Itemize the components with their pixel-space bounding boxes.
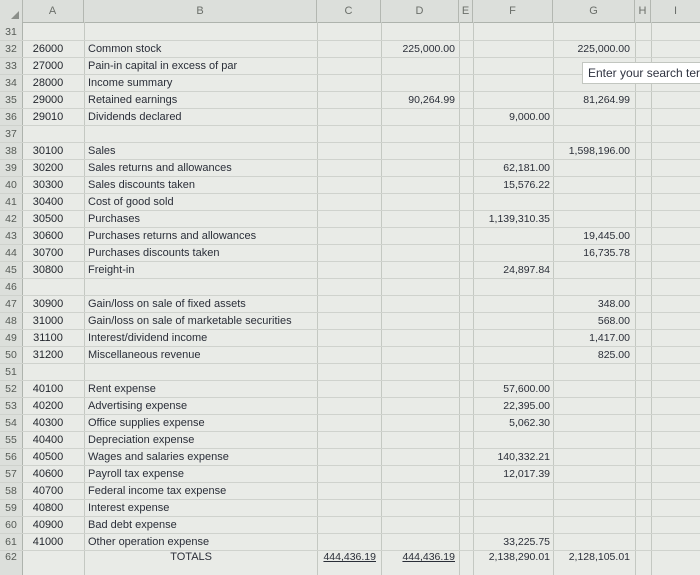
- account-number[interactable]: 41000: [32, 536, 64, 548]
- column-g-value[interactable]: 225,000.00: [577, 43, 630, 55]
- row-number[interactable]: 55: [5, 434, 17, 446]
- column-header-a[interactable]: A: [22, 0, 84, 22]
- account-number[interactable]: 30900: [32, 298, 64, 310]
- column-f-value[interactable]: 5,062.30: [509, 417, 550, 429]
- table-row[interactable]: [0, 24, 700, 41]
- search-box[interactable]: Enter your search ter: [582, 62, 700, 84]
- row-number[interactable]: 32: [5, 43, 17, 55]
- totals-column-f[interactable]: 2,138,290.01: [488, 551, 550, 563]
- account-number[interactable]: 40400: [32, 434, 64, 446]
- account-description[interactable]: Wages and salaries expense: [88, 451, 229, 463]
- row-number[interactable]: 47: [5, 298, 17, 310]
- select-all-triangle-icon: [11, 11, 19, 19]
- table-row[interactable]: [0, 381, 700, 398]
- table-row[interactable]: [0, 432, 700, 449]
- account-number[interactable]: 40100: [32, 383, 64, 395]
- column-header-e[interactable]: E: [459, 0, 473, 22]
- table-row[interactable]: [0, 483, 700, 500]
- row-number[interactable]: 50: [5, 349, 17, 361]
- account-number[interactable]: 28000: [32, 77, 64, 89]
- account-description[interactable]: Sales returns and allowances: [88, 162, 232, 174]
- column-g-value[interactable]: 19,445.00: [583, 230, 630, 242]
- column-f-value[interactable]: 57,600.00: [503, 383, 550, 395]
- account-description[interactable]: Purchases: [88, 213, 140, 225]
- table-row[interactable]: [0, 347, 700, 364]
- column-g-value[interactable]: 1,417.00: [589, 332, 630, 344]
- row-number[interactable]: 39: [5, 162, 17, 174]
- column-f-value[interactable]: 1,139,310.35: [488, 213, 550, 225]
- account-number[interactable]: 30300: [32, 179, 64, 191]
- account-description[interactable]: Rent expense: [88, 383, 156, 395]
- column-d-value[interactable]: 225,000.00: [402, 43, 455, 55]
- row-number[interactable]: 59: [5, 502, 17, 514]
- table-row[interactable]: [0, 143, 700, 160]
- account-number[interactable]: 40500: [32, 451, 64, 463]
- column-header-d[interactable]: D: [381, 0, 459, 22]
- table-row[interactable]: [0, 500, 700, 517]
- account-number[interactable]: 29000: [32, 94, 64, 106]
- row-number[interactable]: 48: [5, 315, 17, 327]
- account-number[interactable]: 30500: [32, 213, 64, 225]
- table-row[interactable]: [0, 313, 700, 330]
- row-number[interactable]: 31: [5, 26, 17, 38]
- row-number[interactable]: 42: [5, 213, 17, 225]
- row-number[interactable]: 61: [5, 536, 17, 548]
- account-number[interactable]: 30100: [32, 145, 64, 157]
- column-f-value[interactable]: 140,332.21: [497, 451, 550, 463]
- table-row[interactable]: [0, 109, 700, 126]
- table-row[interactable]: [0, 92, 700, 109]
- column-header-f[interactable]: F: [473, 0, 553, 22]
- account-number[interactable]: 29010: [32, 111, 64, 123]
- row-number[interactable]: 44: [5, 247, 17, 259]
- table-row[interactable]: [0, 466, 700, 483]
- account-number[interactable]: 31200: [32, 349, 64, 361]
- account-description[interactable]: Payroll tax expense: [88, 468, 184, 480]
- row-number[interactable]: 41: [5, 196, 17, 208]
- account-description[interactable]: Gain/loss on sale of marketable securities: [88, 315, 292, 327]
- totals-label[interactable]: TOTALS: [170, 551, 212, 563]
- totals-column-c[interactable]: 444,436.19: [323, 551, 376, 563]
- row-number[interactable]: 43: [5, 230, 17, 242]
- account-number[interactable]: 40800: [32, 502, 64, 514]
- select-all-corner[interactable]: [0, 0, 23, 22]
- column-f-value[interactable]: 24,897.84: [503, 264, 550, 276]
- table-row[interactable]: [0, 41, 700, 58]
- row-number[interactable]: 62: [5, 551, 17, 563]
- row-number[interactable]: 36: [5, 111, 17, 123]
- account-description[interactable]: Retained earnings: [88, 94, 178, 106]
- row-number[interactable]: 53: [5, 400, 17, 412]
- account-description[interactable]: Federal income tax expense: [88, 485, 227, 497]
- account-number[interactable]: 40600: [32, 468, 64, 480]
- account-description[interactable]: Bad debt expense: [88, 519, 177, 531]
- column-header-i[interactable]: I: [673, 5, 678, 17]
- column-header-bar: [0, 0, 700, 23]
- table-row[interactable]: [0, 211, 700, 228]
- column-header-g[interactable]: G: [553, 0, 635, 22]
- table-row[interactable]: [0, 160, 700, 177]
- account-description[interactable]: Depreciation expense: [88, 434, 195, 446]
- account-number[interactable]: 31000: [32, 315, 64, 327]
- row-number[interactable]: 49: [5, 332, 17, 344]
- row-number[interactable]: 35: [5, 94, 17, 106]
- table-row[interactable]: [0, 194, 700, 211]
- totals-column-g[interactable]: 2,128,105.01: [568, 551, 630, 563]
- account-description[interactable]: Interest/dividend income: [88, 332, 208, 344]
- column-g-value[interactable]: 825.00: [597, 349, 630, 361]
- table-row[interactable]: [0, 398, 700, 415]
- account-description[interactable]: Freight-in: [88, 264, 135, 276]
- account-number[interactable]: 30600: [32, 230, 64, 242]
- row-number[interactable]: 46: [5, 281, 17, 293]
- account-description[interactable]: Other operation expense: [88, 536, 210, 548]
- account-description[interactable]: Income summary: [88, 77, 173, 89]
- account-number[interactable]: 31100: [33, 332, 63, 344]
- totals-row[interactable]: [0, 549, 700, 566]
- column-f-value[interactable]: 22,395.00: [503, 400, 550, 412]
- account-number[interactable]: 40200: [32, 400, 64, 412]
- column-f-value[interactable]: 62,181.00: [503, 162, 550, 174]
- column-g-value[interactable]: 1,598,196.00: [568, 145, 630, 157]
- table-row[interactable]: [0, 245, 700, 262]
- table-row[interactable]: [0, 517, 700, 534]
- account-description[interactable]: Pain-in capital in excess of par: [88, 60, 238, 72]
- account-description[interactable]: Cost of good sold: [88, 196, 174, 208]
- account-number[interactable]: 40700: [32, 485, 64, 497]
- column-f-value[interactable]: 9,000.00: [509, 111, 550, 123]
- account-number[interactable]: 30800: [32, 264, 64, 276]
- row-number[interactable]: 60: [5, 519, 17, 531]
- table-row[interactable]: [0, 296, 700, 313]
- column-g-value[interactable]: 348.00: [597, 298, 630, 310]
- row-number[interactable]: 33: [5, 60, 17, 72]
- table-row[interactable]: [0, 330, 700, 347]
- account-description[interactable]: Gain/loss on sale of fixed assets: [88, 298, 246, 310]
- column-g-value[interactable]: 568.00: [597, 315, 630, 327]
- row-number[interactable]: 56: [5, 451, 17, 463]
- column-g-value[interactable]: 81,264.99: [583, 94, 630, 106]
- column-d-value[interactable]: 90,264.99: [408, 94, 455, 106]
- account-number[interactable]: 26000: [32, 43, 64, 55]
- table-row[interactable]: [0, 415, 700, 432]
- account-description[interactable]: Sales: [88, 145, 116, 157]
- table-row[interactable]: [0, 279, 700, 296]
- account-number[interactable]: 27000: [32, 60, 64, 72]
- column-g-value[interactable]: 16,735.78: [583, 247, 630, 259]
- row-number[interactable]: 38: [5, 145, 17, 157]
- table-row[interactable]: [0, 126, 700, 143]
- account-number[interactable]: 30400: [32, 196, 64, 208]
- account-number[interactable]: 30200: [32, 162, 64, 174]
- column-f-value[interactable]: 33,225.75: [503, 536, 550, 548]
- table-row[interactable]: [0, 449, 700, 466]
- account-number[interactable]: 30700: [32, 247, 64, 259]
- account-number[interactable]: 40900: [32, 519, 64, 531]
- account-description[interactable]: Common stock: [88, 43, 162, 55]
- account-description[interactable]: Purchases returns and allowances: [88, 230, 257, 242]
- account-description[interactable]: Miscellaneous revenue: [88, 349, 201, 361]
- table-row[interactable]: [0, 364, 700, 381]
- row-number[interactable]: 45: [5, 264, 17, 276]
- account-description[interactable]: Office supplies expense: [88, 417, 205, 429]
- totals-column-d[interactable]: 444,436.19: [402, 551, 455, 563]
- column-f-value[interactable]: 15,576.22: [503, 179, 550, 191]
- row-number[interactable]: 34: [5, 77, 17, 89]
- row-number[interactable]: 52: [5, 383, 17, 395]
- row-number[interactable]: 51: [5, 366, 17, 378]
- row-number[interactable]: 57: [5, 468, 17, 480]
- account-description[interactable]: Advertising expense: [88, 400, 188, 412]
- account-description[interactable]: Sales discounts taken: [88, 179, 196, 191]
- account-description[interactable]: Dividends declared: [88, 111, 182, 123]
- row-number[interactable]: 40: [5, 179, 17, 191]
- table-row[interactable]: [0, 262, 700, 279]
- column-f-value[interactable]: 12,017.39: [503, 468, 550, 480]
- table-row[interactable]: [0, 177, 700, 194]
- account-number[interactable]: 40300: [32, 417, 64, 429]
- column-header-b[interactable]: B: [84, 0, 317, 22]
- table-row[interactable]: [0, 228, 700, 245]
- account-description[interactable]: Interest expense: [88, 502, 170, 514]
- row-number[interactable]: 58: [5, 485, 17, 497]
- row-number[interactable]: 37: [5, 128, 17, 140]
- column-header-h[interactable]: H: [635, 0, 651, 22]
- row-number[interactable]: 54: [5, 417, 17, 429]
- account-description[interactable]: Purchases discounts taken: [88, 247, 220, 259]
- column-header-c[interactable]: C: [317, 0, 381, 22]
